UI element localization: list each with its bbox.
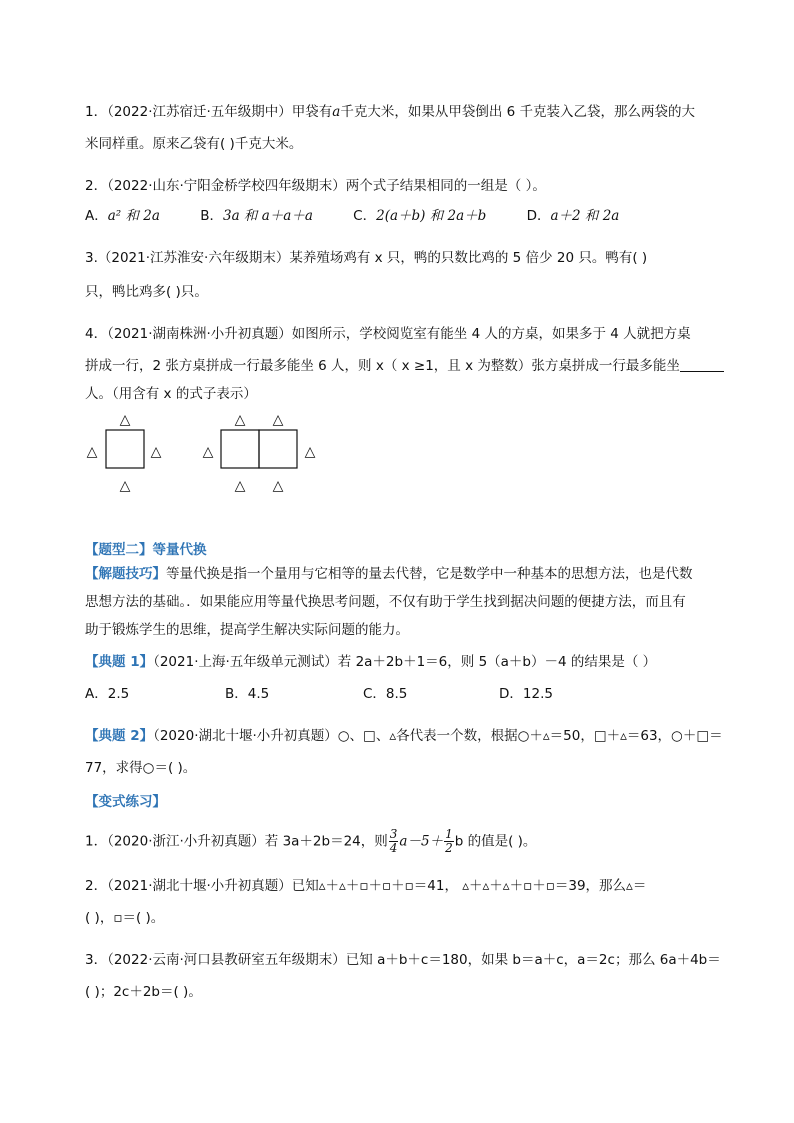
q4-answer-blank[interactable] [680,357,724,372]
double-table-right [259,430,297,468]
ex1-option-c[interactable]: C．8.5 [363,686,408,702]
section2-heading-tag: 【题型二】 [85,542,153,558]
seat-triangle-icon: △ [119,478,131,494]
tips-line3: 助于锻炼学生的思维，提高学生解决实际问题的能力。 [85,622,409,638]
q2-option-c[interactable]: C．2(a＋b) 和 2a＋b [353,208,487,224]
q2-options [85,206,619,226]
q2-option-a[interactable]: A．a² 和 2a [85,208,160,224]
ex1-option-b[interactable]: B．4.5 [225,686,270,702]
ex1-option-a[interactable]: A．2.5 [85,686,130,702]
fraction-three-quarters: $\frac{3}{4}$ [389,827,398,855]
seat-triangle-icon: △ [119,412,131,428]
ex2-line2: 77，求得○＝( )。 [85,760,197,776]
tips-line1: 【解题技巧】等量代换是指一个量用与它相等的量去代替，它是数学中一种基本的思想方法，也是代数 [85,566,693,582]
seat-triangle-icon: △ [150,444,162,460]
ex2-tag: 【典题 2】 [85,728,154,744]
variant-q1: 1．（2020·浙江·小升初真题）若 3a＋2b＝24，则 $\frac{3}{4}$ a－5＋ $\frac{1}{2}$ b 的值是( )。 [85,827,537,855]
ex1-question: 【典题 1】（2021·上海·五年级单元测试）若 2a＋2b＋1＝6，则 5（a＋b）－4 的结果是（ ） [85,654,657,670]
section2-heading [85,540,207,560]
section2-heading-text: 等量代换 [152,542,207,558]
tips-tag: 【解题技巧】 [85,566,166,582]
q4-line1: 4．（2021·湖南株洲·小升初真题）如图所示，学校阅览室有能坐 4 人的方桌，如果多于 4 人就把方桌 [85,326,691,342]
q3-line1: 3.（2021·江苏淮安·六年级期末）某养殖场鸡有 x 只，鸭的只数比鸡的 5 倍少 20 只。鸭有( ) [85,250,648,266]
double-table-left [221,430,259,468]
seat-triangle-icon: △ [304,444,316,460]
q4-line3: 人。（用含有 x 的式子表示） [85,386,257,402]
q1-line1 [85,102,695,122]
seat-triangle-icon: △ [272,412,284,428]
seat-triangle-icon: △ [234,478,246,494]
variant-tag: 【变式练习】 [85,794,166,810]
variant-q3-line1: 3．（2022·云南·河口县教研室五年级期末）已知 a＋b＋c＝180，如果 b＝a＋c，a＝2c；那么 6a＋4b＝ [85,952,721,968]
seat-triangle-icon: △ [86,444,98,460]
q2-option-b[interactable]: B．3a 和 a＋a＋a [200,208,313,224]
q2-option-d[interactable]: D．a＋2 和 2a [526,208,620,224]
ex1-option-d[interactable]: D．12.5 [499,686,553,702]
variant-heading [85,792,166,812]
q1-var-a: a [332,104,341,120]
q1-line2: 米同样重。原来乙袋有( )千克大米。 [85,136,303,152]
ex1-options [85,684,553,704]
tips-line2: 思想方法的基础。．如果能应用等量代换思考问题，不仅有助于学生找到据决问题的便捷方法，而且有 [85,594,686,610]
variant-q2-line2: ( )，▫＝( )。 [85,910,165,926]
ex2-line1: 【典题 2】（2020·湖北十堰·小升初真题）○、□、▵各代表一个数，根据○＋▵＝50，□＋▵＝63，○＋□＝ [85,728,723,744]
q1-text-b: 千克大米，如果从甲袋倒出 6 千克装入乙袋，那么两袋的大 [340,104,696,120]
q1-text-a: 1．（2022·江苏宿迁·五年级期中）甲袋有 [85,104,333,120]
seat-triangle-icon: △ [272,478,284,494]
q4-line2 [85,356,724,376]
q3-line2: 只，鸭比鸡多( )只。 [85,284,208,300]
q2-line1: 2．（2022·山东·宁阳金桥学校四年级期末）两个式子结果相同的一组是（ ）。 [85,178,546,194]
q4-table-figure [80,410,340,494]
seat-triangle-icon: △ [202,444,214,460]
fraction-one-half: $\frac{1}{2}$ [445,827,453,855]
variant-q3-line2: ( )；2c＋2b＝( )。 [85,984,202,1000]
single-table [106,430,144,468]
seat-triangle-icon: △ [234,412,246,428]
q4-line2-text: 拼成一行，2 张方桌拼成一行最多能坐 6 人，则 x（ x ≥1，且 x 为整数）张方桌拼成一行最多能坐 [85,358,680,374]
variant-q2-line1: 2．（2021·湖北十堰·小升初真题）已知▵＋▵＋▫＋▫＋▫＝41， ▵＋▵＋▵＋▫＋▫＝39，那么▵＝ [85,878,647,894]
ex1-tag: 【典题 1】 [85,654,154,670]
